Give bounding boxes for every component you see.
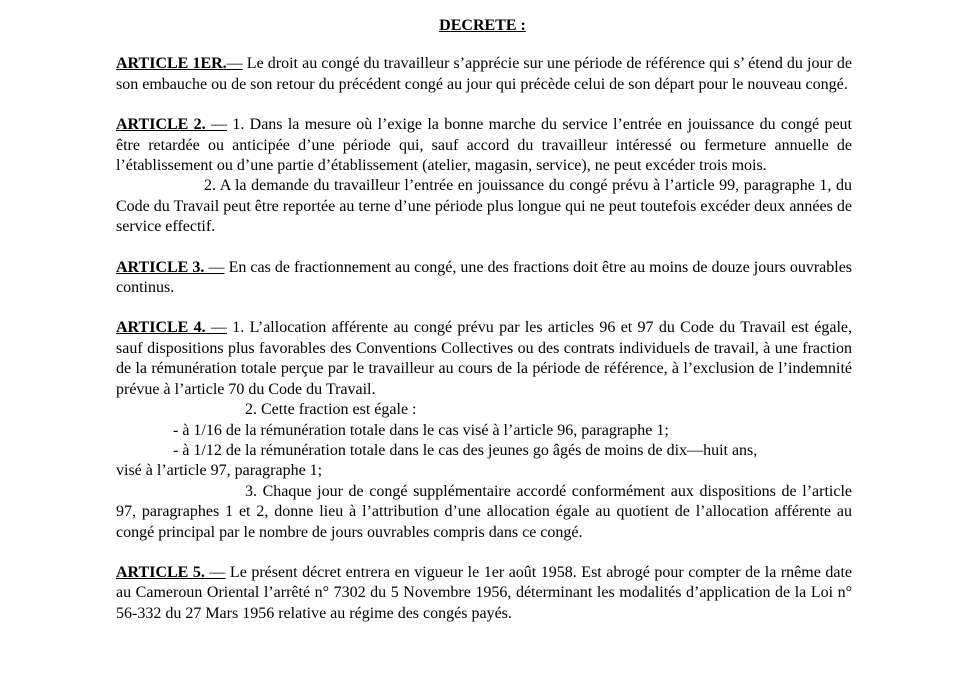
article-label: ARTICLE 3. — [116, 258, 225, 276]
article-4 [116, 318, 852, 400]
article-label: ARTICLE 1ER.— [116, 55, 243, 73]
document-page [116, 0, 852, 624]
article-label: ARTICLE 4. — [116, 319, 227, 337]
article-text: 1. Dans la mesure où l’exige la bonne marche du service l’entrée en jouissance du congé peut être retardée ou anticipée d’une période qui, sauf accord du travailleur intéressé ou fermeture annuelle de l’établissement ou d’une partie d’établissement (atelier, magasin, service), ne peut excéder trois mois. [116, 116, 853, 175]
article-text: Le droit au congé du travailleur s’apprécie sur une période de référence qui s’ étend du jour de son embauche ou de son retour du précédent congé au jour qui précède celui de son départ pour le nouveau congé. [116, 55, 853, 93]
article-4-item-1: - à 1/16 de la rémunération totale dans le cas visé à l’article 96, paragraphe 1; [173, 421, 669, 439]
article-1 [116, 54, 852, 95]
page-title: DECRETE : [439, 17, 526, 34]
article-4-paragraph-2: 2. Cette fraction est égale : [245, 401, 417, 419]
article-3 [116, 258, 852, 299]
article-4-item-2: - à 1/12 de la rémunération totale dans le cas des jeunes go âgés de moins de dix—huit ans, [173, 441, 758, 459]
article-label: ARTICLE 5. — [116, 563, 226, 581]
article-2-paragraph-2: 2. A la demande du travailleur l’entrée en jouissance du congé prévu à l’article 99, paragraphe 1, du Code du Travail peut être reportée au terne d’une période plus longue qui ne peut toutefois excéder deux années de service effectif. [116, 177, 852, 236]
article-text: En cas de fractionnement au congé, une des fractions doit être au moins de douze jours ouvrables continus. [116, 258, 853, 297]
article-2 [116, 115, 852, 176]
article-label: ARTICLE 2. — [116, 116, 227, 134]
article-4-paragraph-3: 3. Chaque jour de congé supplémentaire accordé conformément aux dispositions de l’article 97, paragraphes 1 et 2, donne lieu à l’attribution d’une allocation égale au quotient de l’allocation afférente au congé principal par le nombre de jours ouvrables compris dans ce congé. [116, 482, 852, 541]
article-text: Le présent décret entrera en vigueur le 1er août 1958. Est abrogé pour compter de la rnême date au Cameroun Oriental l’arrêté n° 7302 du 5 Novembre 1956, déterminant les modalités d’application de la Loi n° 56-332 du 27 Mars 1956 relative au régime des congés payés. [116, 563, 853, 622]
article-5 [116, 563, 852, 624]
article-4-item-2-continued: visé à l’article 97, paragraphe 1; [116, 462, 323, 480]
article-text: 1. L’allocation afférente au congé prévu par les articles 96 et 97 du Code du Travail est égale, sauf dispositions plus favorables des Conventions Collectives ou des contrats individuels de travail, à une fraction de la rémunération totale perçue par le travailleur au cours de la période de référence, à l’exclusion de l’indemnité prévue à l’article 70 du Code du Travail. [116, 319, 853, 398]
